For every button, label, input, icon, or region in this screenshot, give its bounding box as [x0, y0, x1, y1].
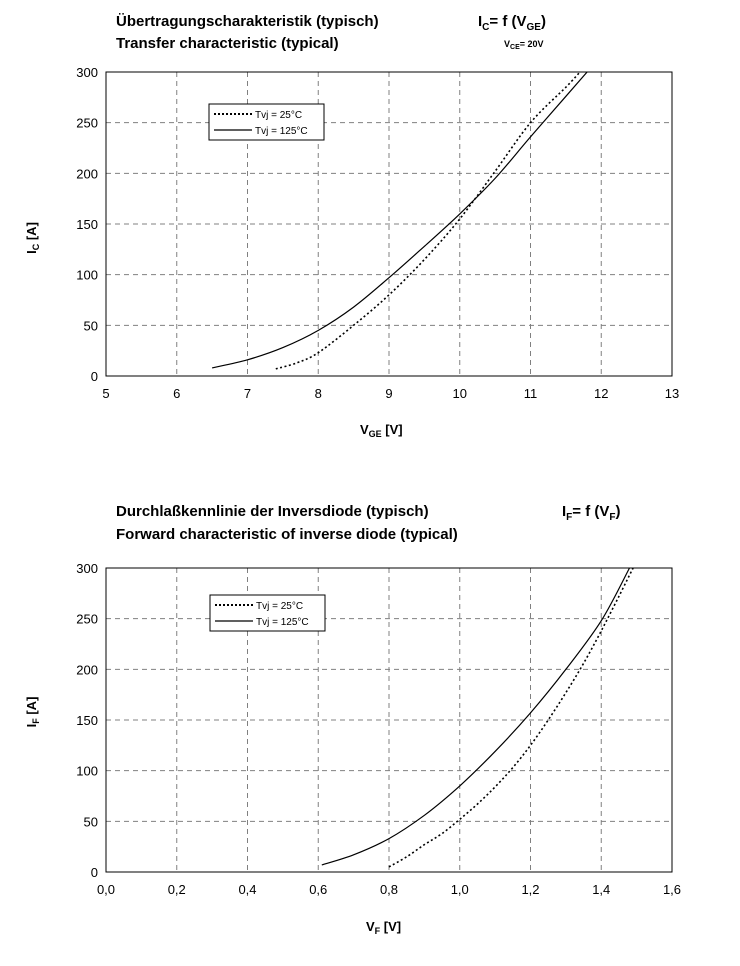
chart2-x-axis-label: $V_F$ [V]	[366, 919, 402, 936]
chart2-title-de: Durchlaßkennlinie der Inversdiode (typisch)	[116, 503, 429, 520]
chart2-x-tick-label: 1,6	[662, 882, 682, 897]
chart1-y-tick-label: 50	[83, 318, 98, 334]
chart2-y-tick-label: 50	[83, 814, 98, 830]
chart2-legend-label-25c: Tvj = 25°C	[256, 601, 304, 612]
chart1-x-tick-label: 12	[594, 386, 609, 401]
chart1-x-tick-label: 5	[102, 386, 110, 401]
chart2-title-en: Forward characteristic of inverse diode (typical)	[116, 526, 458, 543]
chart2-y-tick-label: 150	[76, 713, 98, 728]
chart2-series-line-25c	[389, 568, 633, 867]
chart1-y-axis-label: $I_C$ [A]	[24, 222, 41, 254]
chart1-y-tick-labels	[76, 65, 98, 384]
chart1-y-tick-label: 300	[76, 65, 98, 80]
chart2-y-tick-label: 300	[76, 561, 98, 576]
chart1-y-tick-label: 200	[76, 166, 98, 182]
chart1-x-tick-labels	[102, 386, 679, 401]
chart2-y-axis-label: $I_F$ [A]	[24, 696, 41, 728]
transfer-characteristic-chart	[24, 13, 679, 439]
chart2-series-line-125c	[322, 568, 630, 865]
chart1-legend	[209, 104, 324, 140]
chart1-legend-label-25c: Tvj = 25°C	[255, 110, 303, 121]
chart2-x-tick-label: 1,0	[450, 882, 469, 897]
chart1-x-axis-label: $V_{GE}$ [V]	[360, 422, 403, 439]
chart2-y-tick-label: 200	[76, 662, 98, 678]
chart1-y-tick-label: 100	[76, 267, 98, 283]
inverse-diode-forward-chart	[24, 503, 681, 936]
chart2-y-tick-label: 100	[76, 763, 98, 779]
chart2-legend	[210, 595, 325, 631]
chart2-x-tick-label: 0,2	[167, 882, 186, 897]
chart1-x-tick-label: 13	[664, 386, 680, 401]
chart2-x-tick-label: 1,4	[592, 882, 611, 897]
chart2-y-tick-labels	[76, 561, 98, 880]
chart1-x-tick-label: 10	[452, 386, 467, 401]
chart2-series	[322, 568, 633, 867]
chart2-y-tick-label: 0	[90, 865, 98, 880]
chart2-y-tick-label: 250	[76, 611, 98, 627]
chart1-gridlines	[106, 72, 672, 376]
chart1-x-tick-label: 6	[173, 386, 181, 401]
chart1-x-tick-label: 9	[385, 386, 393, 401]
chart1-legend-label-125c: Tvj = 125°C	[255, 126, 308, 137]
chart2-x-tick-label: 0,8	[379, 882, 399, 897]
chart1-x-tick-label: 7	[243, 386, 252, 401]
chart1-title-de: Übertragungscharakteristik (typisch)	[116, 13, 379, 30]
chart1-y-tick-label: 150	[76, 217, 98, 232]
chart1-y-tick-label: 250	[76, 115, 98, 131]
chart2-x-tick-labels	[97, 882, 681, 897]
chart2-gridlines	[106, 568, 672, 872]
chart1-title-en: Transfer characteristic (typical)	[116, 35, 339, 52]
chart1-y-tick-label: 0	[90, 369, 98, 384]
chart1-x-tick-label: 8	[314, 386, 322, 401]
chart2-formula: $I_F= f$ $(V_F)$	[562, 503, 621, 523]
chart1-x-tick-label: 11	[523, 386, 538, 401]
chart2-x-tick-label: 1,2	[521, 882, 540, 897]
chart2-x-tick-label: 0,0	[96, 882, 116, 897]
chart1-condition: $V_{CE}= 20V$	[504, 39, 544, 51]
chart2-legend-label-125c: Tvj = 125°C	[256, 617, 309, 628]
chart1-formula: $I_C= f$ $(V_{GE})$	[478, 13, 546, 33]
chart2-x-tick-label: 0,4	[238, 882, 257, 897]
chart2-x-tick-label: 0,6	[309, 882, 328, 897]
